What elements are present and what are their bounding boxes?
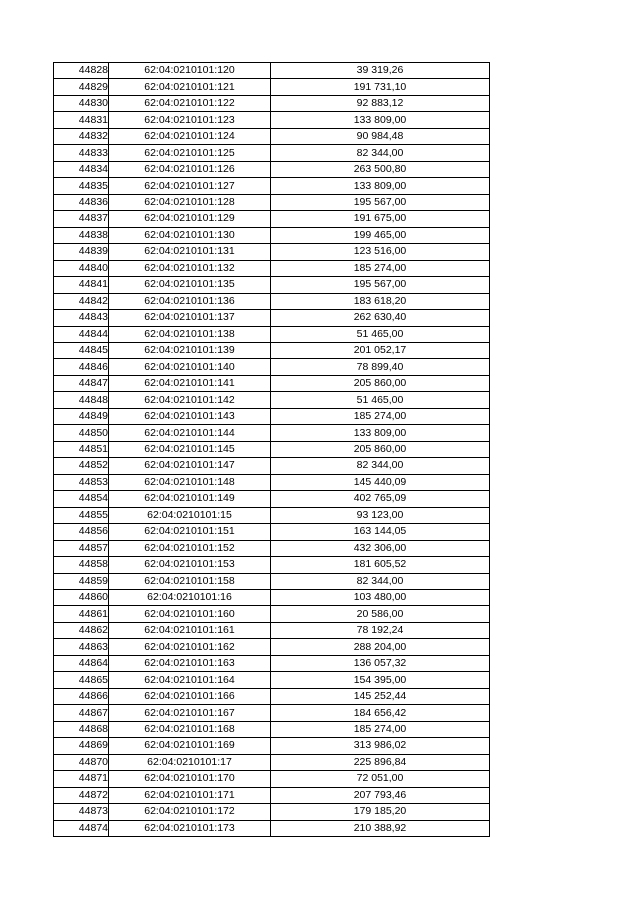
value-cell: 185 274,00 [271, 260, 490, 276]
cadastral-number-cell: 62:04:0210101:139 [109, 342, 271, 358]
table-row [54, 63, 490, 79]
cadastral-number-cell: 62:04:0210101:166 [109, 688, 271, 704]
table-row [54, 557, 490, 573]
row-number-cell: 44852 [54, 458, 109, 474]
value-cell: 133 809,00 [271, 178, 490, 194]
row-number-cell: 44873 [54, 804, 109, 820]
value-cell: 39 319,26 [271, 63, 490, 79]
cadastral-number-cell: 62:04:0210101:126 [109, 161, 271, 177]
row-number-cell: 44855 [54, 507, 109, 523]
value-cell: 154 395,00 [271, 672, 490, 688]
cadastral-number-cell: 62:04:0210101:135 [109, 277, 271, 293]
cadastral-number-cell: 62:04:0210101:128 [109, 194, 271, 210]
row-number-cell: 44836 [54, 194, 109, 210]
table-row [54, 293, 490, 309]
cadastral-number-cell: 62:04:0210101:124 [109, 128, 271, 144]
value-cell: 185 274,00 [271, 721, 490, 737]
value-cell: 123 516,00 [271, 244, 490, 260]
row-number-cell: 44831 [54, 112, 109, 128]
cadastral-number-cell: 62:04:0210101:122 [109, 95, 271, 111]
cadastral-number-cell: 62:04:0210101:130 [109, 227, 271, 243]
value-cell: 163 144,05 [271, 524, 490, 540]
table-row [54, 260, 490, 276]
table-row [54, 441, 490, 457]
table-row [54, 820, 490, 836]
row-number-cell: 44843 [54, 310, 109, 326]
cadastral-value-table [53, 62, 490, 837]
table-row [54, 161, 490, 177]
value-cell: 225 896,84 [271, 754, 490, 770]
row-number-cell: 44859 [54, 573, 109, 589]
value-cell: 207 793,46 [271, 787, 490, 803]
cadastral-number-cell: 62:04:0210101:17 [109, 754, 271, 770]
cadastral-number-cell: 62:04:0210101:143 [109, 408, 271, 424]
value-cell: 179 185,20 [271, 804, 490, 820]
table-row [54, 540, 490, 556]
row-number-cell: 44829 [54, 79, 109, 95]
cadastral-number-cell: 62:04:0210101:140 [109, 359, 271, 375]
table-row [54, 408, 490, 424]
row-number-cell: 44869 [54, 738, 109, 754]
cadastral-number-cell: 62:04:0210101:160 [109, 606, 271, 622]
table-row [54, 672, 490, 688]
row-number-cell: 44849 [54, 408, 109, 424]
cadastral-number-cell: 62:04:0210101:167 [109, 705, 271, 721]
value-cell: 136 057,32 [271, 655, 490, 671]
table-row [54, 573, 490, 589]
table-row [54, 507, 490, 523]
value-cell: 288 204,00 [271, 639, 490, 655]
cadastral-number-cell: 62:04:0210101:144 [109, 425, 271, 441]
cadastral-number-cell: 62:04:0210101:127 [109, 178, 271, 194]
table-row [54, 491, 490, 507]
value-cell: 313 986,02 [271, 738, 490, 754]
cadastral-number-cell: 62:04:0210101:163 [109, 655, 271, 671]
table-row [54, 754, 490, 770]
table-row [54, 211, 490, 227]
table-row [54, 310, 490, 326]
table-row [54, 458, 490, 474]
row-number-cell: 44840 [54, 260, 109, 276]
row-number-cell: 44858 [54, 557, 109, 573]
row-number-cell: 44870 [54, 754, 109, 770]
cadastral-number-cell: 62:04:0210101:129 [109, 211, 271, 227]
value-cell: 78 192,24 [271, 622, 490, 638]
value-cell: 402 765,09 [271, 491, 490, 507]
table-row [54, 178, 490, 194]
cadastral-number-cell: 62:04:0210101:162 [109, 639, 271, 655]
row-number-cell: 44868 [54, 721, 109, 737]
cadastral-number-cell: 62:04:0210101:164 [109, 672, 271, 688]
table-row [54, 194, 490, 210]
table-row [54, 590, 490, 606]
row-number-cell: 44860 [54, 590, 109, 606]
value-cell: 92 883,12 [271, 95, 490, 111]
table-row [54, 95, 490, 111]
row-number-cell: 44845 [54, 342, 109, 358]
value-cell: 82 344,00 [271, 573, 490, 589]
cadastral-number-cell: 62:04:0210101:149 [109, 491, 271, 507]
value-cell: 205 860,00 [271, 375, 490, 391]
cadastral-number-cell: 62:04:0210101:15 [109, 507, 271, 523]
row-number-cell: 44864 [54, 655, 109, 671]
table-row [54, 277, 490, 293]
row-number-cell: 44834 [54, 161, 109, 177]
row-number-cell: 44866 [54, 688, 109, 704]
row-number-cell: 44851 [54, 441, 109, 457]
table-row [54, 606, 490, 622]
table-row [54, 622, 490, 638]
value-cell: 51 465,00 [271, 392, 490, 408]
row-number-cell: 44837 [54, 211, 109, 227]
table-row [54, 705, 490, 721]
value-cell: 133 809,00 [271, 112, 490, 128]
row-number-cell: 44850 [54, 425, 109, 441]
value-cell: 72 051,00 [271, 771, 490, 787]
row-number-cell: 44842 [54, 293, 109, 309]
value-cell: 195 567,00 [271, 194, 490, 210]
value-cell: 133 809,00 [271, 425, 490, 441]
row-number-cell: 44863 [54, 639, 109, 655]
cadastral-number-cell: 62:04:0210101:169 [109, 738, 271, 754]
cadastral-number-cell: 62:04:0210101:145 [109, 441, 271, 457]
value-cell: 262 630,40 [271, 310, 490, 326]
value-cell: 103 480,00 [271, 590, 490, 606]
value-cell: 184 656,42 [271, 705, 490, 721]
cadastral-number-cell: 62:04:0210101:147 [109, 458, 271, 474]
value-cell: 191 675,00 [271, 211, 490, 227]
cadastral-number-cell: 62:04:0210101:136 [109, 293, 271, 309]
row-number-cell: 44848 [54, 392, 109, 408]
row-number-cell: 44871 [54, 771, 109, 787]
value-cell: 78 899,40 [271, 359, 490, 375]
cadastral-number-cell: 62:04:0210101:16 [109, 590, 271, 606]
cadastral-number-cell: 62:04:0210101:173 [109, 820, 271, 836]
cadastral-number-cell: 62:04:0210101:168 [109, 721, 271, 737]
table-row [54, 112, 490, 128]
cadastral-number-cell: 62:04:0210101:132 [109, 260, 271, 276]
table-row [54, 639, 490, 655]
value-cell: 185 274,00 [271, 408, 490, 424]
table-row [54, 326, 490, 342]
table-row [54, 804, 490, 820]
table-row [54, 79, 490, 95]
value-cell: 263 500,80 [271, 161, 490, 177]
table-row [54, 342, 490, 358]
row-number-cell: 44846 [54, 359, 109, 375]
cadastral-number-cell: 62:04:0210101:170 [109, 771, 271, 787]
table-body [54, 63, 490, 837]
cadastral-number-cell: 62:04:0210101:151 [109, 524, 271, 540]
value-cell: 145 252,44 [271, 688, 490, 704]
cadastral-number-cell: 62:04:0210101:161 [109, 622, 271, 638]
row-number-cell: 44832 [54, 128, 109, 144]
row-number-cell: 44841 [54, 277, 109, 293]
table-row [54, 738, 490, 754]
row-number-cell: 44828 [54, 63, 109, 79]
row-number-cell: 44839 [54, 244, 109, 260]
cadastral-number-cell: 62:04:0210101:131 [109, 244, 271, 260]
cadastral-number-cell: 62:04:0210101:172 [109, 804, 271, 820]
table-row [54, 392, 490, 408]
table-row [54, 524, 490, 540]
cadastral-number-cell: 62:04:0210101:153 [109, 557, 271, 573]
value-cell: 20 586,00 [271, 606, 490, 622]
cadastral-number-cell: 62:04:0210101:138 [109, 326, 271, 342]
cadastral-number-cell: 62:04:0210101:158 [109, 573, 271, 589]
row-number-cell: 44854 [54, 491, 109, 507]
row-number-cell: 44857 [54, 540, 109, 556]
table-row [54, 655, 490, 671]
value-cell: 145 440,09 [271, 474, 490, 490]
cadastral-number-cell: 62:04:0210101:141 [109, 375, 271, 391]
cadastral-number-cell: 62:04:0210101:137 [109, 310, 271, 326]
row-number-cell: 44861 [54, 606, 109, 622]
cadastral-number-cell: 62:04:0210101:120 [109, 63, 271, 79]
cadastral-number-cell: 62:04:0210101:121 [109, 79, 271, 95]
cadastral-number-cell: 62:04:0210101:171 [109, 787, 271, 803]
row-number-cell: 44862 [54, 622, 109, 638]
value-cell: 205 860,00 [271, 441, 490, 457]
row-number-cell: 44844 [54, 326, 109, 342]
table-row [54, 721, 490, 737]
row-number-cell: 44830 [54, 95, 109, 111]
row-number-cell: 44872 [54, 787, 109, 803]
value-cell: 210 388,92 [271, 820, 490, 836]
row-number-cell: 44865 [54, 672, 109, 688]
table-row [54, 145, 490, 161]
value-cell: 199 465,00 [271, 227, 490, 243]
row-number-cell: 44853 [54, 474, 109, 490]
value-cell: 82 344,00 [271, 458, 490, 474]
value-cell: 93 123,00 [271, 507, 490, 523]
value-cell: 191 731,10 [271, 79, 490, 95]
table-row [54, 227, 490, 243]
row-number-cell: 44833 [54, 145, 109, 161]
table-row [54, 244, 490, 260]
value-cell: 90 984,48 [271, 128, 490, 144]
cadastral-number-cell: 62:04:0210101:125 [109, 145, 271, 161]
cadastral-number-cell: 62:04:0210101:152 [109, 540, 271, 556]
table-row [54, 474, 490, 490]
value-cell: 195 567,00 [271, 277, 490, 293]
row-number-cell: 44874 [54, 820, 109, 836]
table-row [54, 425, 490, 441]
cadastral-number-cell: 62:04:0210101:123 [109, 112, 271, 128]
value-cell: 432 306,00 [271, 540, 490, 556]
value-cell: 82 344,00 [271, 145, 490, 161]
row-number-cell: 44835 [54, 178, 109, 194]
value-cell: 51 465,00 [271, 326, 490, 342]
table-row [54, 688, 490, 704]
table-row [54, 787, 490, 803]
row-number-cell: 44838 [54, 227, 109, 243]
table-row [54, 771, 490, 787]
value-cell: 181 605,52 [271, 557, 490, 573]
table-row [54, 359, 490, 375]
value-cell: 183 618,20 [271, 293, 490, 309]
value-cell: 201 052,17 [271, 342, 490, 358]
row-number-cell: 44867 [54, 705, 109, 721]
table-row [54, 375, 490, 391]
cadastral-number-cell: 62:04:0210101:142 [109, 392, 271, 408]
cadastral-number-cell: 62:04:0210101:148 [109, 474, 271, 490]
row-number-cell: 44856 [54, 524, 109, 540]
row-number-cell: 44847 [54, 375, 109, 391]
table-row [54, 128, 490, 144]
